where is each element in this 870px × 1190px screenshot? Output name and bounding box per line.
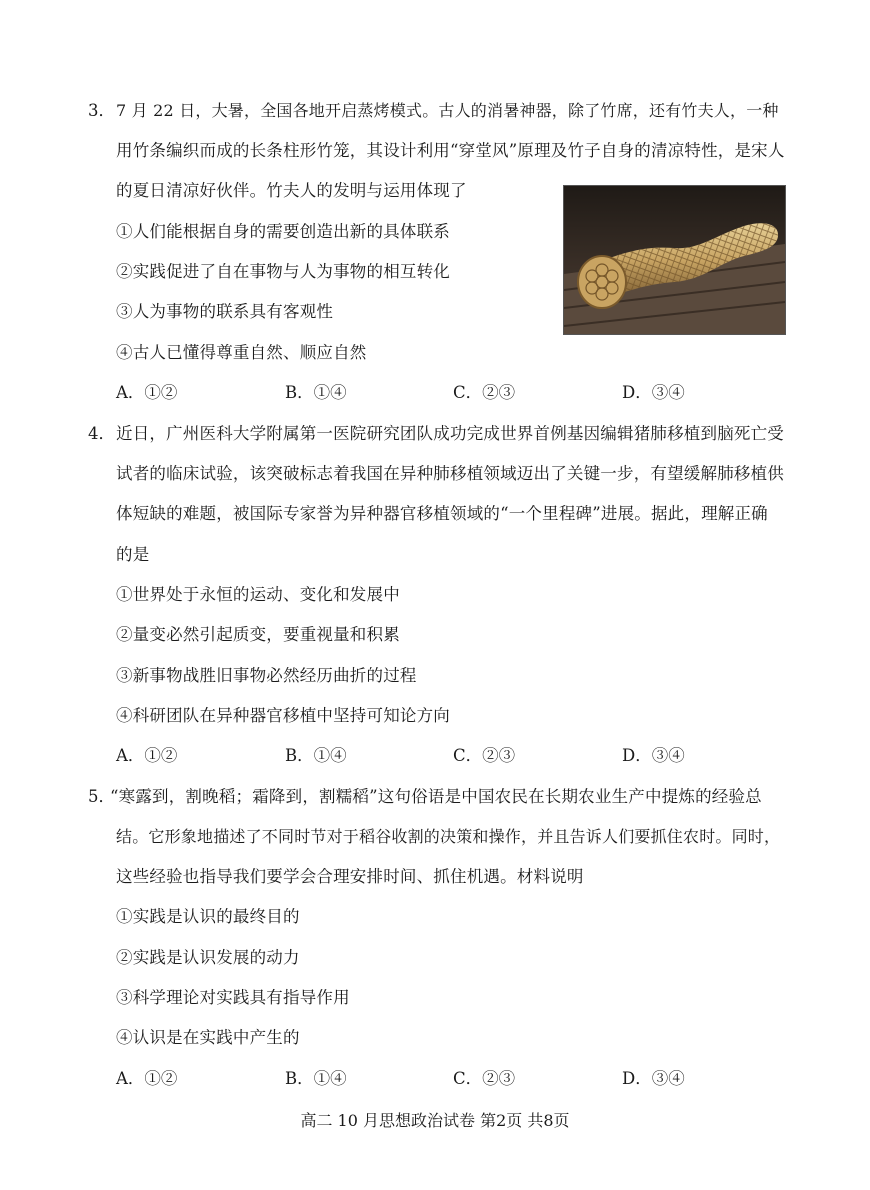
- question-3-item-1: ①人们能根据自身的需要创造出新的具体联系: [116, 222, 450, 241]
- question-3-number: 3．: [88, 101, 115, 120]
- question-4-option-d: D．③④: [622, 746, 685, 765]
- question-4-stem-line: 体短缺的难题，被国际专家誉为异种器官移植领域的“一个里程碑”进展。据此，理解正确: [116, 504, 768, 523]
- question-4-stem-line: 近日，广州医科大学附属第一医院研究团队成功完成世界首例基因编辑猪肺移植到脑死亡受: [116, 424, 784, 443]
- question-5-stem-line: 这些经验也指导我们要学会合理安排时间、抓住机遇。材料说明: [116, 867, 584, 886]
- question-4-number: 4．: [88, 424, 115, 443]
- question-4-item-3: ③新事物战胜旧事物必然经历曲折的过程: [116, 666, 417, 685]
- question-3-option-d: D．③④: [622, 383, 685, 402]
- bamboo-wife-pillow-photo: [563, 185, 786, 335]
- question-4-item-4: ④科研团队在异种器官移植中坚持可知论方向: [116, 706, 450, 725]
- question-5-item-1: ①实践是认识的最终目的: [116, 907, 300, 926]
- question-4-option-b: B．①④: [285, 746, 347, 765]
- question-3-stem-line: 用竹条编织而成的长条柱形竹笼，其设计利用“穿堂风”原理及竹子自身的清凉特性，是宋人: [116, 141, 785, 160]
- question-3-option-a: A．①②: [116, 383, 178, 402]
- question-5-option-d: D．③④: [622, 1069, 685, 1088]
- question-5-option-a: A．①②: [116, 1069, 178, 1088]
- question-3-stem-line: 7 月 22 日，大暑，全国各地开启蒸烤模式。古人的消暑神器，除了竹席，还有竹夫人，一种: [116, 101, 779, 120]
- question-3-item-3: ③人为事物的联系具有客观性: [116, 302, 334, 321]
- question-3-stem-line: 的夏日清凉好伙伴。竹夫人的发明与运用体现了: [116, 181, 467, 200]
- question-3-item-4: ④古人已懂得尊重自然、顺应自然: [116, 343, 367, 362]
- question-5-stem-line: “寒露到，割晚稻；霜降到，割糯稻”这句俗语是中国农民在长期农业生产中提炼的经验总: [110, 787, 762, 806]
- question-4-item-1: ①世界处于永恒的运动、变化和发展中: [116, 585, 400, 604]
- question-3-option-c: C．②③: [453, 383, 516, 402]
- question-4-option-c: C．②③: [453, 746, 516, 765]
- question-4-stem-line: 的是: [116, 545, 150, 564]
- page-footer: 高二 10 月思想政治试卷 第2页 共8页: [300, 1111, 570, 1130]
- question-4-stem-line: 试者的临床试验，该突破标志着我国在异种肺移植领域迈出了关键一步，有望缓解肺移植供: [116, 464, 784, 483]
- question-5-number: 5．: [88, 787, 115, 806]
- question-5-item-4: ④认识是在实践中产生的: [116, 1028, 300, 1047]
- question-5-item-3: ③科学理论对实践具有指导作用: [116, 988, 350, 1007]
- question-3-item-2: ②实践促进了自在事物与人为事物的相互转化: [116, 262, 450, 281]
- question-5-item-2: ②实践是认识发展的动力: [116, 948, 300, 967]
- question-5-stem-line: 结。它形象地描述了不同时节对于稻谷收割的决策和操作，并且告诉人们要抓住农时。同时，: [116, 827, 781, 846]
- question-5-option-c: C．②③: [453, 1069, 516, 1088]
- question-4-option-a: A．①②: [116, 746, 178, 765]
- question-4-item-2: ②量变必然引起质变，要重视量和积累: [116, 625, 400, 644]
- question-3-option-b: B．①④: [285, 383, 347, 402]
- question-5-option-b: B．①④: [285, 1069, 347, 1088]
